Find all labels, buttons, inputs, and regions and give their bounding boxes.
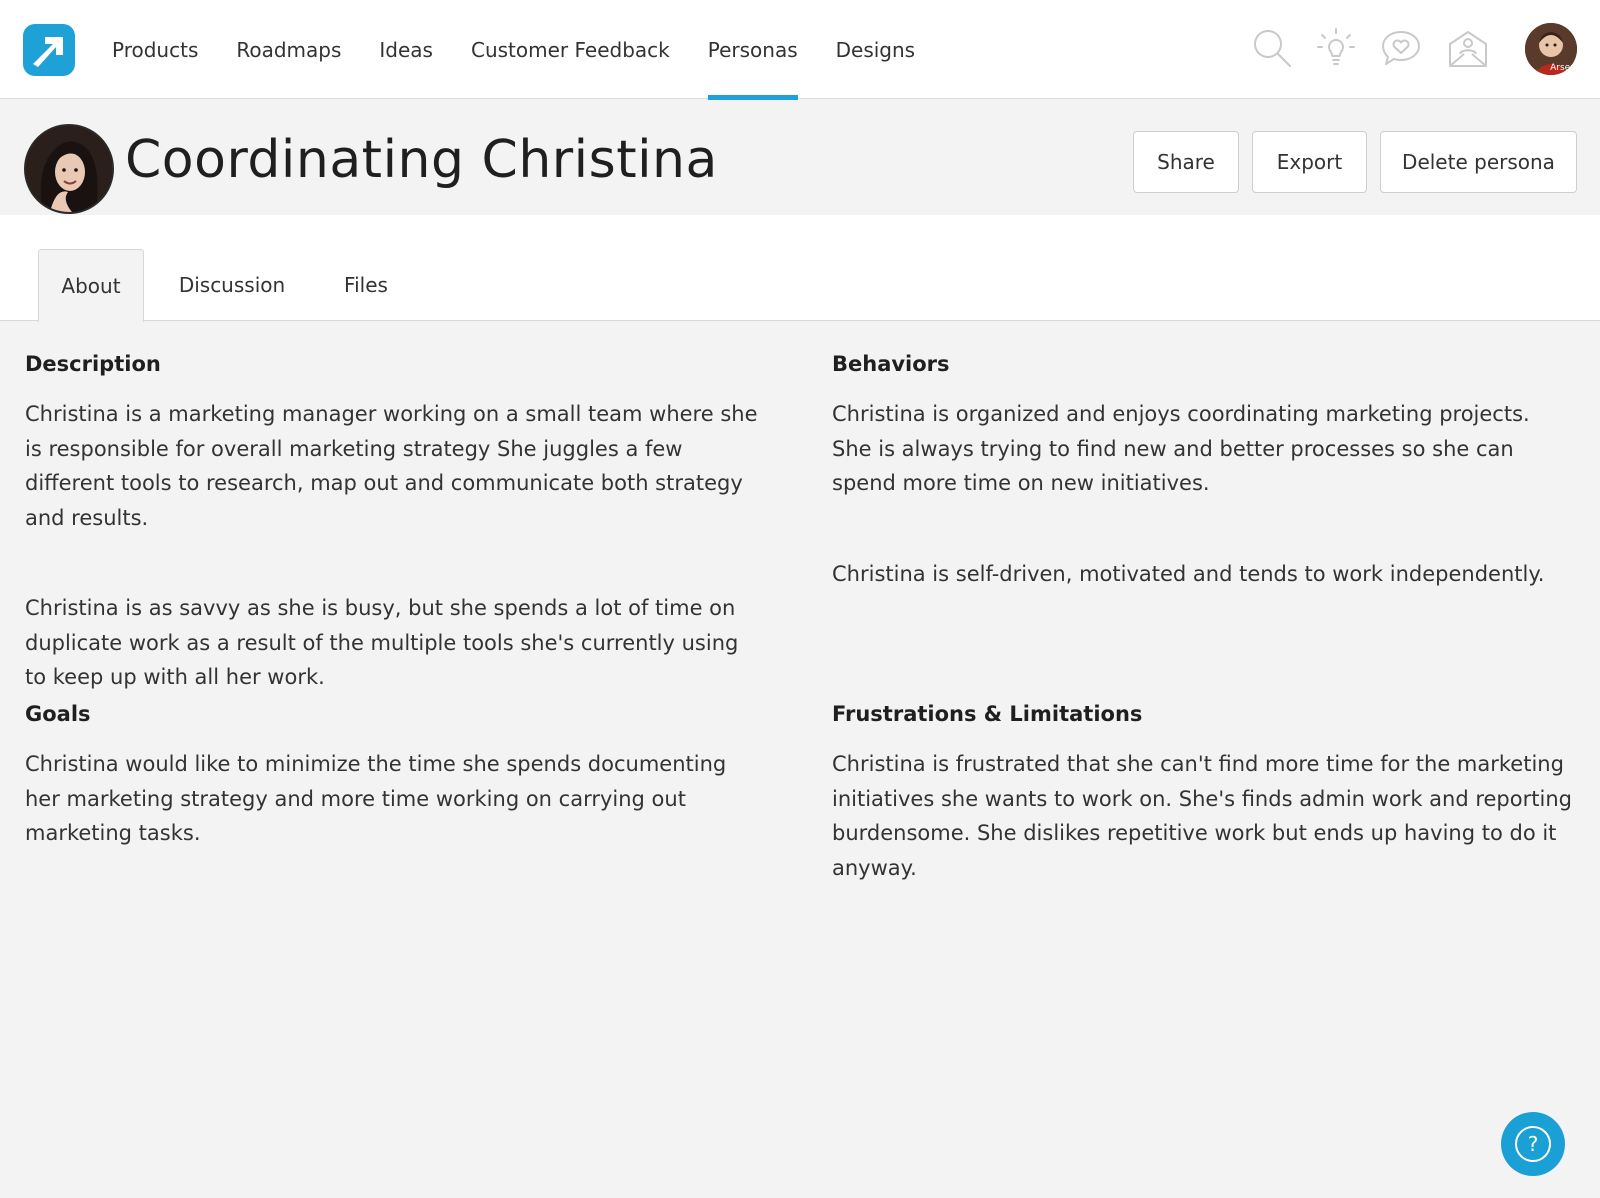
behaviors-paragraph-2: Christina is self-driven, motivated and tends to work independently. <box>832 561 1545 586</box>
help-button[interactable] <box>1501 1112 1565 1176</box>
persona-avatar <box>24 124 114 214</box>
description-paragraph-2: Christina is as savvy as she is busy, but she spends a lot of time on duplicate work as a result of the multiple tools she's currently using to keep up with all her work. <box>25 596 739 689</box>
tab-discussion[interactable]: Discussion <box>178 273 286 297</box>
tab-about[interactable]: About <box>38 249 144 322</box>
export-button[interactable]: Export <box>1252 131 1367 193</box>
description-section <box>25 349 765 695</box>
goals-paragraph: Christina would like to minimize the time she spends documenting her marketing strategy and more time working on carrying out marketing tasks. <box>25 752 727 845</box>
user-avatar[interactable] <box>1525 23 1577 75</box>
main-nav <box>112 0 953 99</box>
search-icon[interactable] <box>1250 26 1294 70</box>
share-button[interactable]: Share <box>1133 131 1239 193</box>
inbox-icon[interactable] <box>1446 26 1490 70</box>
aha-logo-icon[interactable] <box>23 24 75 76</box>
behaviors-paragraph-1: Christina is organized and enjoys coordinating marketing projects. She is always trying to find new and better processes so she can spend more time on new initiatives. <box>832 402 1530 495</box>
frustrations-heading: Frustrations & Limitations <box>832 702 1143 726</box>
behaviors-section <box>832 349 1572 591</box>
page-title: Coordinating Christina <box>125 130 718 190</box>
lightbulb-icon[interactable] <box>1314 26 1358 70</box>
avatar-caption: Arsen <box>1550 63 1576 73</box>
description-heading: Description <box>25 352 161 376</box>
top-navigation <box>0 0 1600 99</box>
goals-section <box>25 699 765 851</box>
nav-designs[interactable]: Designs <box>835 38 916 62</box>
nav-products[interactable]: Products <box>112 38 199 62</box>
behaviors-heading: Behaviors <box>832 352 950 376</box>
tab-files[interactable]: Files <box>344 273 388 297</box>
delete-persona-button[interactable]: Delete persona <box>1380 131 1577 193</box>
nav-roadmaps[interactable]: Roadmaps <box>236 38 342 62</box>
nav-ideas[interactable]: Ideas <box>379 38 433 62</box>
nav-personas[interactable]: Personas <box>708 0 798 99</box>
tab-bar <box>0 215 1600 321</box>
goals-heading: Goals <box>25 702 91 726</box>
frustrations-section <box>832 699 1572 885</box>
svg-text:?: ? <box>1527 1132 1539 1156</box>
nav-customer-feedback[interactable]: Customer Feedback <box>470 38 670 62</box>
question-icon <box>1501 1112 1565 1176</box>
description-paragraph-1: Christina is a marketing manager working on a small team where she is responsible for overall marketing strategy She juggles a few different tools to research, map out and communicate both strategy and results. <box>25 402 758 530</box>
frustrations-paragraph: Christina is frustrated that she can't find more time for the marketing initiatives she wants to work on. She's finds admin work and reporting burdensome. She dislikes repetitive work but ends up having to do it anyway. <box>832 752 1572 880</box>
chat-heart-icon[interactable] <box>1379 26 1423 70</box>
